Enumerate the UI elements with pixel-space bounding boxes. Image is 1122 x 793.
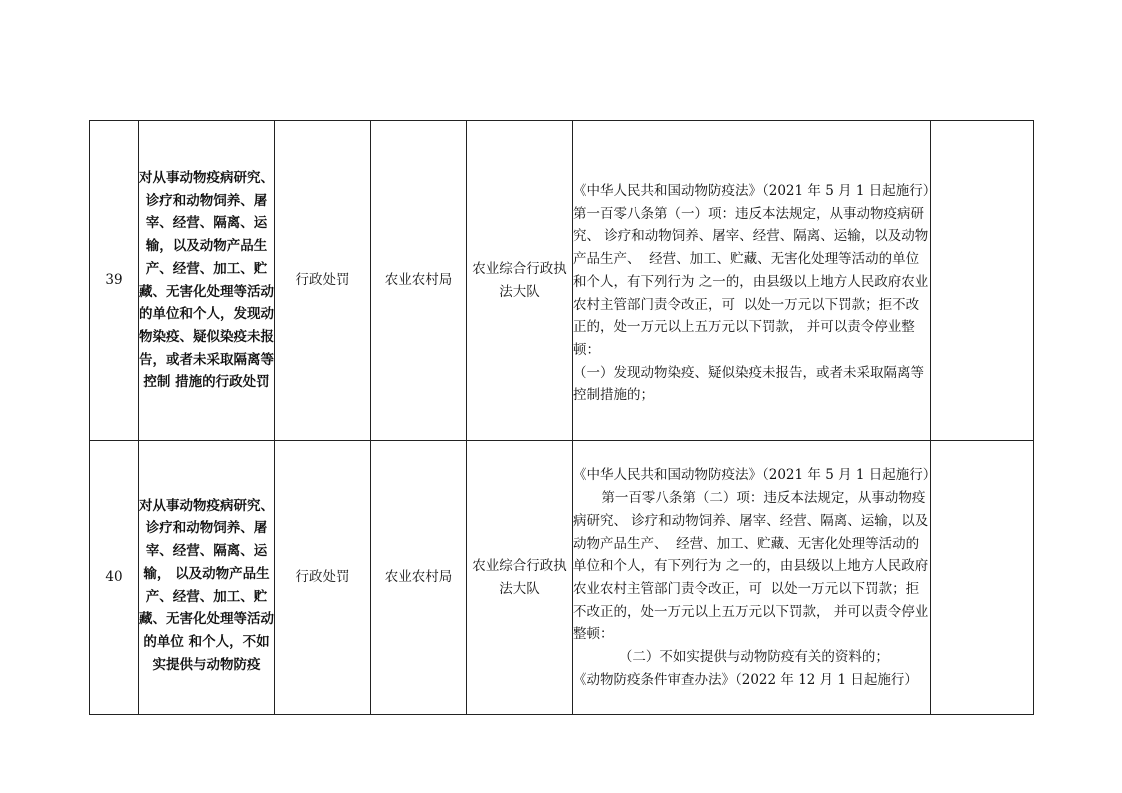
item-note [931, 441, 1034, 715]
legal-basis-title: 《中华人民共和国动物防疫法》（2021 年 5 月 1 日起施行） [573, 182, 937, 199]
item-legal-basis [573, 121, 937, 441]
item-type: 行政处罚 [275, 441, 371, 715]
legal-basis-article: 第一百零八条第（二）项：违反本法规定，从事动物疫病研究、 诊疗和动物饲养、屠宰、经营、隔离、运输，以及动物产品生产、 经营、加工、贮藏、无害化处理等活动的单位和个人，有下列行为 之一的，由县级以上地方人民政府农业农村主管部门责令改正，可 以处一万元以下罚款；拒不改正的，处一万元以上五万元以下罚款， 并可以责令停业整顿： [573, 490, 929, 643]
legal-basis-clause: （一）发现动物染疫、疑似染疫未报告，或者未采取隔离等控制措施的； [573, 364, 924, 404]
legal-basis-title: 《中华人民共和国动物防疫法》（2021 年 5 月 1 日起施行） [573, 467, 937, 484]
legal-basis-secondary-title: 《动物防疫条件审查办法》（2022 年 12 月 1 日起施行） [573, 671, 918, 688]
item-name: 对从事动物疫病研究、诊疗和动物饲养、屠宰、经营、隔离、运输， 以及动物产品生产、经营、加工、贮藏、无害化处理等活动的单位 和个人，不如实提供与动物防疫 [139, 441, 275, 715]
item-number: 39 [90, 121, 139, 441]
item-number: 40 [90, 441, 139, 715]
item-department: 农业农村局 [371, 441, 467, 715]
item-type: 行政处罚 [275, 121, 371, 441]
table-row [90, 121, 1034, 441]
item-name: 对从事动物疫病研究、诊疗和动物饲养、屠宰、经营、隔离、运输，以及动物产品生产、经营、加工、贮藏、无害化处理等活动的单位和个人，发现动物染疫、疑似染疫未报告，或者未采取隔离等控制 措施的行政处罚 [139, 121, 275, 441]
table-row [90, 441, 1034, 715]
item-note [931, 121, 1034, 441]
enforcement-items-table [89, 120, 1034, 715]
item-legal-basis [573, 441, 937, 715]
legal-basis-clause: （二）不如实提供与动物防疫有关的资料的； [618, 649, 889, 666]
item-enforcement-team: 农业综合行政执法大队 [467, 441, 573, 715]
item-enforcement-team: 农业综合行政执法大队 [467, 121, 573, 441]
item-department: 农业农村局 [371, 121, 467, 441]
legal-basis-article: 第一百零八条第（一）项：违反本法规定，从事动物疫病研究、 诊疗和动物饲养、屠宰、经营、隔离、运输，以及动物产品生产、 经营、加工、贮藏、无害化处理等活动的单位和个人，有下列行为 之一的，由县级以上地方人民政府农业农村主管部门责令改正，可 以处一万元以下罚款；拒不改正的，处一万元以上五万元以下罚款， 并可以责令停业整顿： [573, 205, 929, 358]
